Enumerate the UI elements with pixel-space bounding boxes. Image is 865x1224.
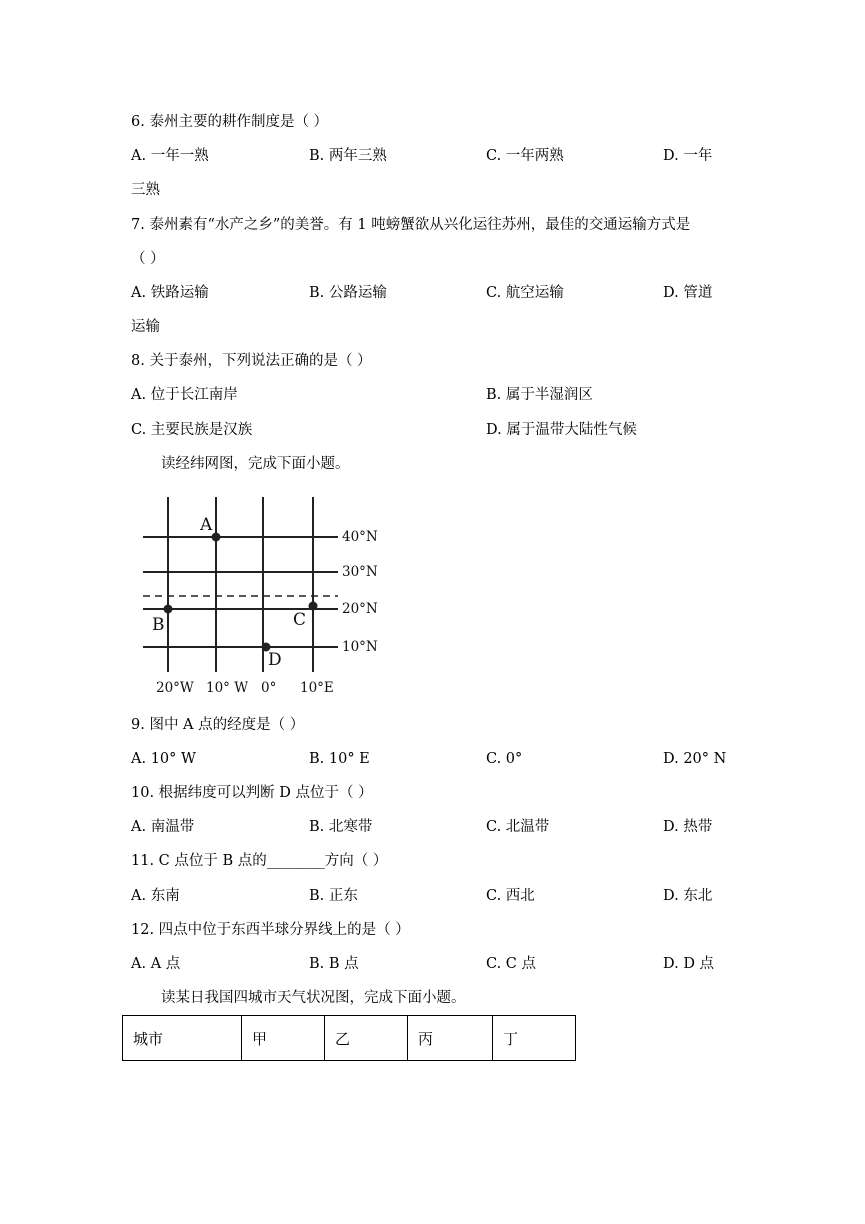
q9-option-a: A. 10° W xyxy=(131,751,196,767)
table-header-ding: 丁 xyxy=(493,1016,576,1061)
q12-option-a: A. A 点 xyxy=(131,956,181,972)
lat-label-20n: 20°N xyxy=(342,601,378,617)
question-6-stem: 6. 泰州主要的耕作制度是（ ） xyxy=(131,114,329,130)
q12-option-c: C. C 点 xyxy=(486,956,536,972)
table-header-jia: 甲 xyxy=(242,1016,325,1061)
lon-label-10w: 10° W xyxy=(206,680,249,696)
q8-option-a: A. 位于长江南岸 xyxy=(131,387,238,403)
q8-option-d: D. 属于温带大陆性气候 xyxy=(486,422,637,438)
q8-option-c: C. 主要民族是汉族 xyxy=(131,422,253,438)
q6-option-d-wrap: 三熟 xyxy=(131,182,160,198)
point-b-marker xyxy=(164,605,173,614)
q7-option-c: C. 航空运输 xyxy=(486,285,564,301)
q7-option-b: B. 公路运输 xyxy=(309,285,387,301)
lat-label-40n: 40°N xyxy=(342,529,378,545)
question-12-stem: 12. 四点中位于东西半球分界线上的是（ ） xyxy=(131,922,410,938)
q12-option-b: B. B 点 xyxy=(309,956,359,972)
q6-option-a: A. 一年一熟 xyxy=(131,148,209,164)
question-11-stem: 11. C 点位于 B 点的________方向（ ） xyxy=(131,853,388,869)
city-weather-table xyxy=(122,1015,576,1061)
table-row xyxy=(123,1016,576,1061)
q7-option-d-wrap: 运输 xyxy=(131,319,160,335)
point-c-marker xyxy=(309,602,318,611)
section-intro-weather: 读某日我国四城市天气状况图，完成下面小题。 xyxy=(161,990,466,1006)
question-7-stem: 7. 泰州素有“水产之乡”的美誉。有 1 吨螃蟹欲从兴化运往苏州，最佳的交通运输方式是 xyxy=(131,217,691,233)
q10-option-a: A. 南温带 xyxy=(131,819,195,835)
lat-lon-grid-figure xyxy=(138,492,388,697)
question-8-stem: 8. 关于泰州，下列说法正确的是（ ） xyxy=(131,353,372,369)
point-d-label: D xyxy=(268,650,282,670)
q6-option-d: D. 一年 xyxy=(663,148,713,164)
point-a-label: A xyxy=(200,515,213,535)
q7-option-d: D. 管道 xyxy=(663,285,713,301)
lon-label-0: 0° xyxy=(261,680,277,696)
q8-option-b: B. 属于半湿润区 xyxy=(486,387,593,403)
q6-option-c: C. 一年两熟 xyxy=(486,148,564,164)
q9-option-d: D. 20° N xyxy=(663,751,727,767)
lat-label-10n: 10°N xyxy=(342,639,378,655)
q10-option-b: B. 北寒带 xyxy=(309,819,373,835)
q6-option-b: B. 两年三熟 xyxy=(309,148,387,164)
q10-option-c: C. 北温带 xyxy=(486,819,550,835)
q9-option-c: C. 0° xyxy=(486,751,523,767)
question-7-stem-bracket: （ ） xyxy=(131,251,165,267)
q10-option-d: D. 热带 xyxy=(663,819,713,835)
q9-option-b: B. 10° E xyxy=(309,751,370,767)
table-header-yi: 乙 xyxy=(325,1016,408,1061)
q11-option-b: B. 正东 xyxy=(309,888,358,904)
q7-option-a: A. 铁路运输 xyxy=(131,285,209,301)
point-a-marker xyxy=(212,533,221,542)
lat-label-30n: 30°N xyxy=(342,564,378,580)
q11-option-d: D. 东北 xyxy=(663,888,713,904)
lon-label-10e: 10°E xyxy=(300,680,334,696)
q12-option-d: D. D 点 xyxy=(663,956,715,972)
question-9-stem: 9. 图中 A 点的经度是（ ） xyxy=(131,717,305,733)
table-header-city: 城市 xyxy=(123,1016,242,1061)
table-header-bing: 丙 xyxy=(408,1016,493,1061)
point-b-label: B xyxy=(152,615,165,635)
question-10-stem: 10. 根据纬度可以判断 D 点位于（ ） xyxy=(131,785,373,801)
q11-option-c: C. 西北 xyxy=(486,888,535,904)
section-intro-grid: 读经纬网图，完成下面小题。 xyxy=(161,456,350,472)
lon-label-20w: 20°W xyxy=(156,680,194,696)
q11-option-a: A. 东南 xyxy=(131,888,180,904)
point-c-label: C xyxy=(293,610,307,630)
